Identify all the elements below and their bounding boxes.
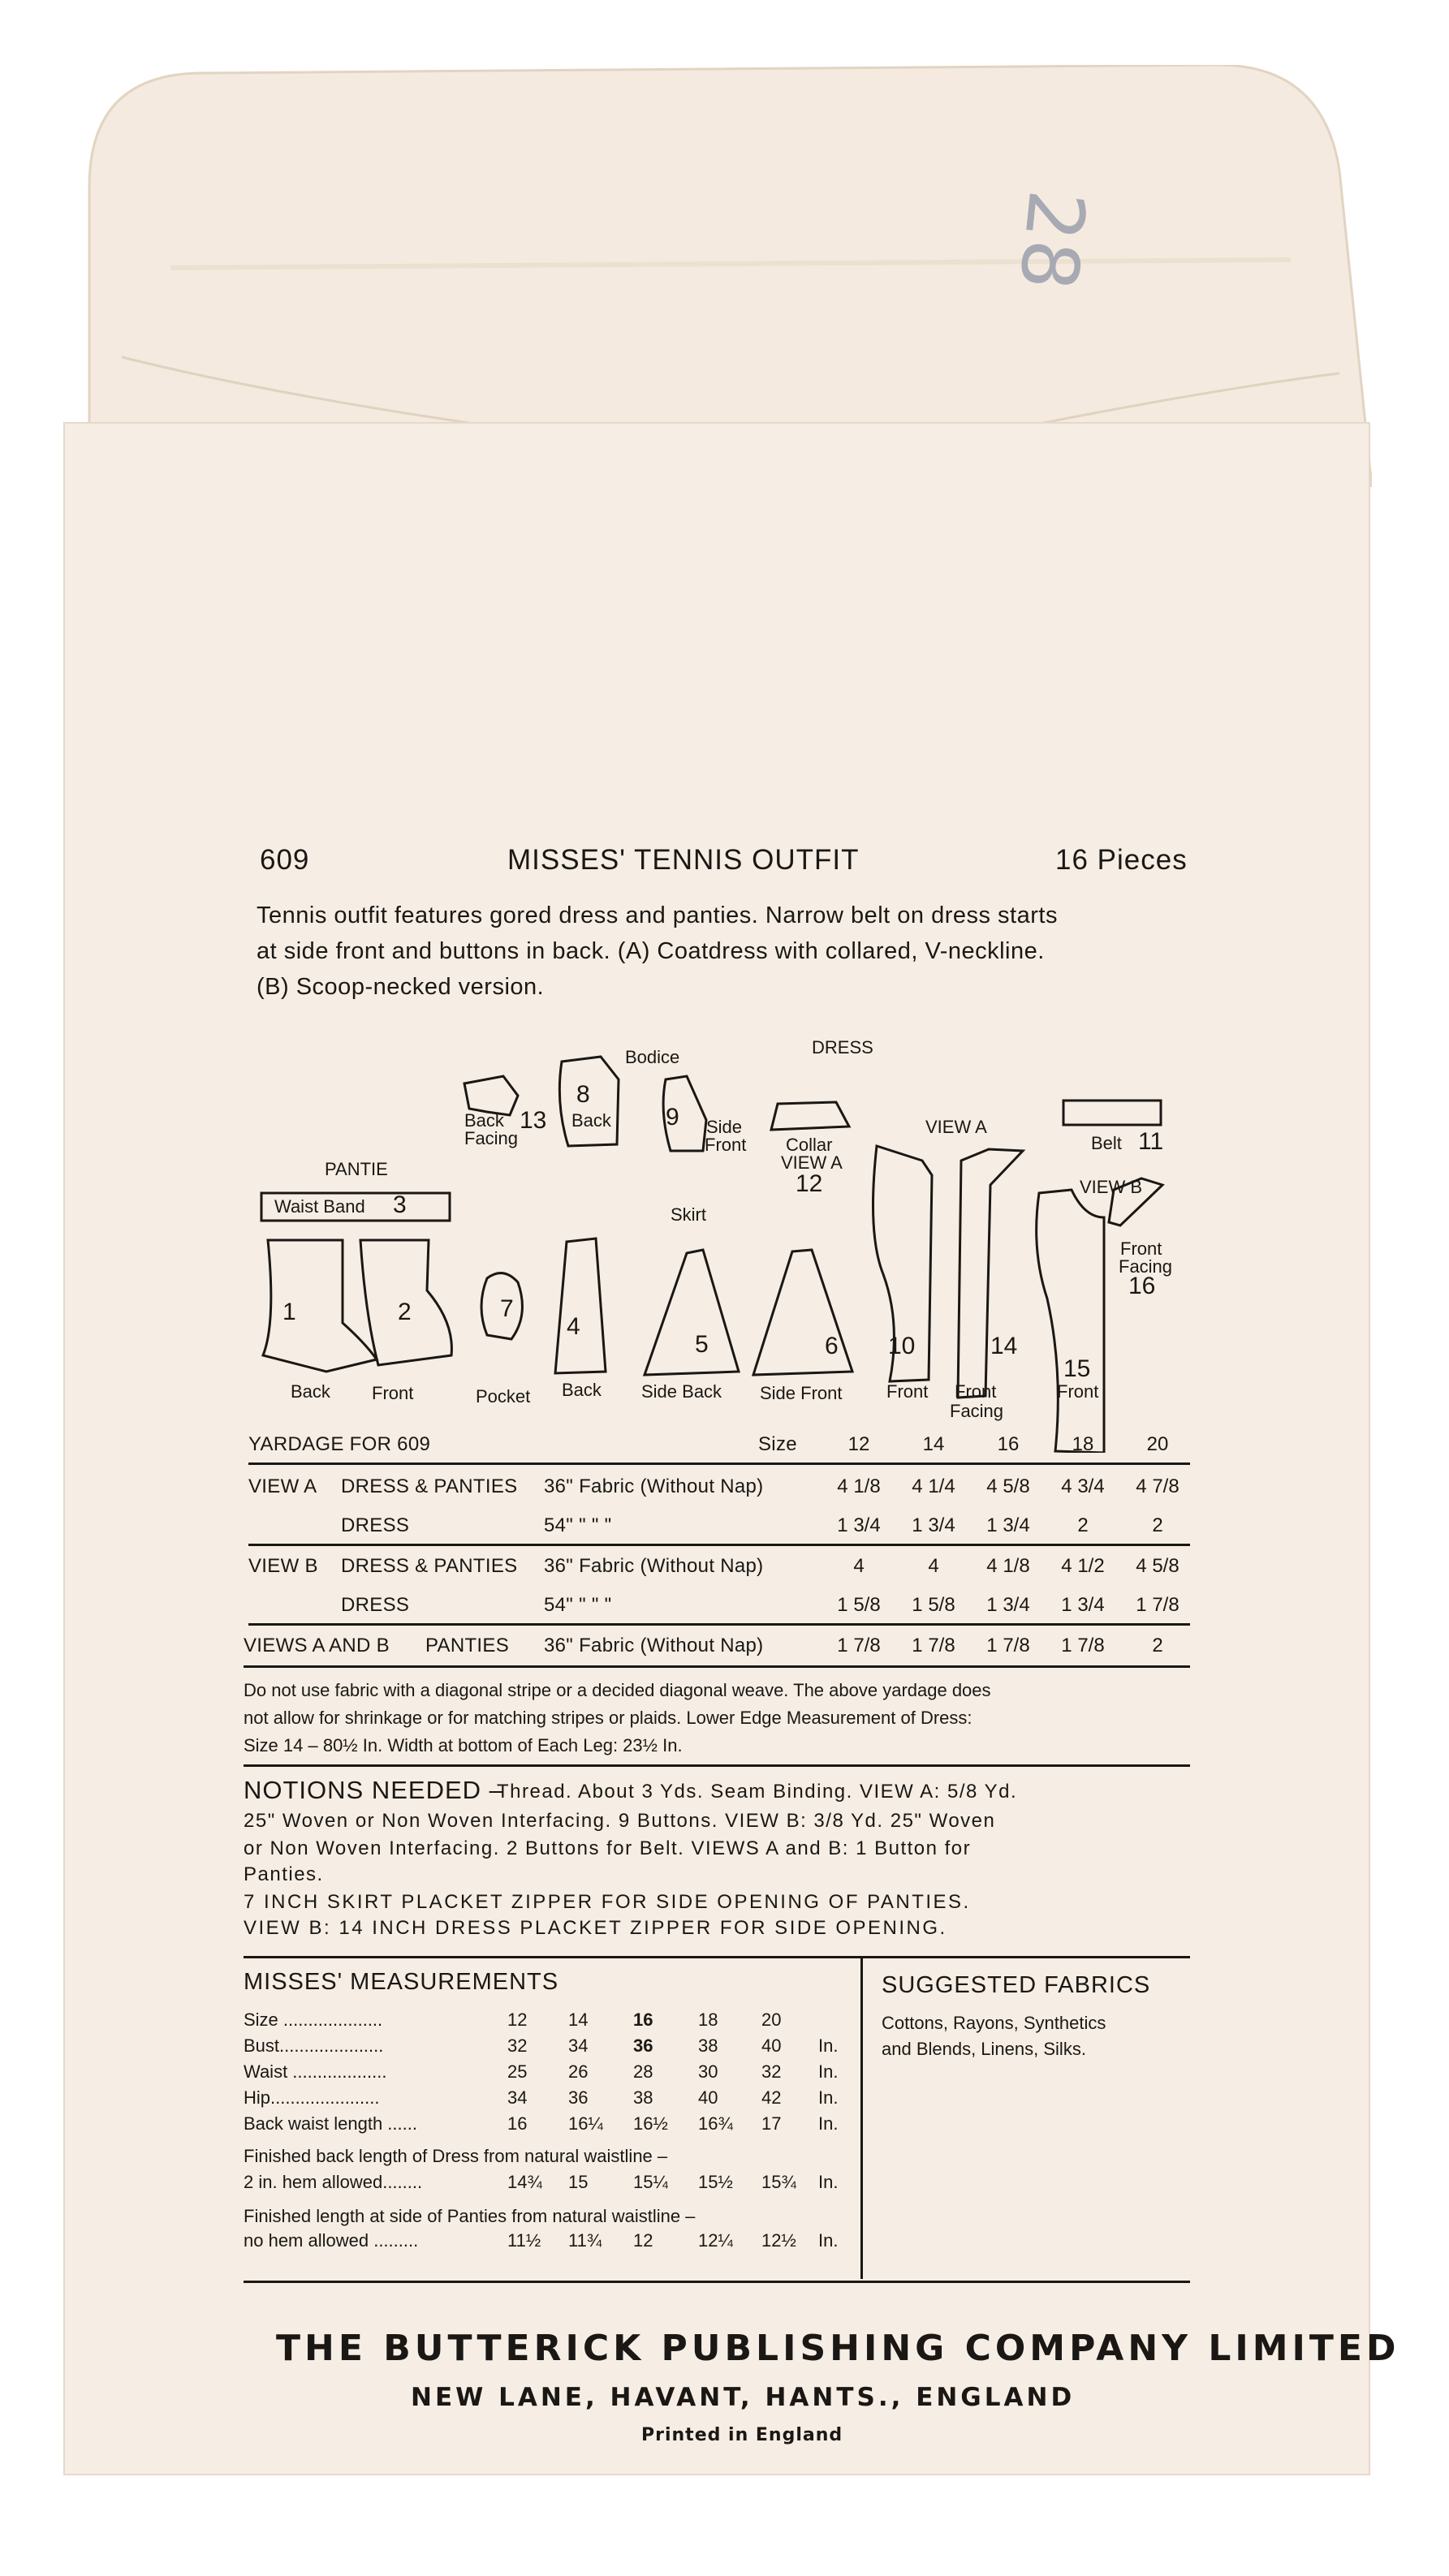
yardage-value: 1 3/4 xyxy=(837,1514,881,1536)
yardage-value: 2 xyxy=(1152,1635,1163,1656)
yardage-fabric: 54" " " " xyxy=(544,1594,612,1616)
description-line: at side front and buttons in back. (A) Coatdress with collared, V-neckline. xyxy=(257,938,1045,964)
piece-back-facing-shape xyxy=(464,1076,518,1115)
measure-value: 14 xyxy=(568,2010,589,2030)
measure-value: 11¾ xyxy=(568,2230,602,2251)
notions-line: Thread. About 3 Yds. Seam Binding. VIEW A: 5/8 Yd. xyxy=(497,1781,1018,1803)
measure-value: 38 xyxy=(698,2035,718,2056)
yardage-value: 4 xyxy=(928,1555,939,1577)
measure-label: Waist ................... xyxy=(244,2061,387,2082)
yardage-view: VIEWS A AND B xyxy=(244,1635,390,1656)
yardage-fabric: 36" Fabric (Without Nap) xyxy=(544,1635,764,1656)
yardage-value: 1 5/8 xyxy=(912,1594,955,1616)
piece-9-label: Front xyxy=(705,1135,747,1155)
piece-5-label: Side Back xyxy=(641,1381,722,1402)
yardage-value: 1 7/8 xyxy=(1061,1635,1105,1656)
measure-label: Hip...................... xyxy=(244,2087,380,2108)
measure-value: 16 xyxy=(633,2010,653,2030)
piece-9-label: Side xyxy=(706,1117,743,1137)
piece-9-number: 9 xyxy=(666,1104,679,1131)
pencil-mark: 28 xyxy=(1002,186,1103,295)
piece-4-label: Back xyxy=(562,1380,602,1400)
pattern-piece-diagram xyxy=(244,1031,1193,1453)
view-b-label: VIEW B xyxy=(1080,1177,1143,1197)
piece-8-number: 8 xyxy=(576,1081,590,1108)
yardage-item: DRESS & PANTIES xyxy=(341,1475,518,1497)
fabric-note: not allow for shrinkage or for matching stripes or plaids. Lower Edge Measurement of Dress: xyxy=(244,1708,972,1728)
piece-15-number: 15 xyxy=(1063,1355,1091,1382)
measure-value: 38 xyxy=(633,2087,653,2108)
yardage-value: 1 3/4 xyxy=(1061,1594,1105,1616)
view-a-label: VIEW A xyxy=(925,1117,987,1137)
piece-belt-shape xyxy=(1063,1101,1161,1125)
measurements-title: MISSES' MEASUREMENTS xyxy=(244,1969,559,1995)
piece-12-label: Collar xyxy=(786,1135,833,1155)
notions-line: VIEW B: 14 INCH DRESS PLACKET ZIPPER FOR SIDE OPENING. xyxy=(244,1917,947,1939)
measure-value: 15 xyxy=(568,2172,589,2192)
yardage-value: 1 7/8 xyxy=(837,1635,881,1656)
piece-16-number: 16 xyxy=(1128,1273,1156,1299)
piece-collar-shape xyxy=(771,1102,849,1130)
yardage-item: DRESS & PANTIES xyxy=(341,1555,518,1577)
measure-value: 17 xyxy=(761,2113,782,2134)
fabric-note: Do not use fabric with a diagonal stripe or a decided diagonal weave. The above yardage does xyxy=(244,1680,991,1700)
yardage-value: 1 3/4 xyxy=(912,1514,955,1536)
publisher-address: NEW LANE, HAVANT, HANTS., ENGLAND xyxy=(411,2383,1076,2412)
measure-value: 30 xyxy=(698,2061,718,2082)
measure-value: 12 xyxy=(507,2010,528,2030)
piece-6-number: 6 xyxy=(825,1333,839,1359)
dress-label: DRESS xyxy=(812,1037,873,1058)
skirt-label: Skirt xyxy=(671,1204,706,1225)
yardage-value: 4 xyxy=(853,1555,865,1577)
yardage-value: 4 1/8 xyxy=(837,1475,881,1497)
yardage-value: 1 7/8 xyxy=(986,1635,1030,1656)
piece-front-view-b-shape xyxy=(1037,1190,1104,1453)
measure-unit: In. xyxy=(818,2230,839,2251)
piece-8-label: Back xyxy=(571,1110,611,1131)
size-label: Size xyxy=(758,1433,797,1455)
measure-value: 14¾ xyxy=(507,2172,542,2192)
measure-label: Back waist length ...... xyxy=(244,2113,417,2134)
yardage-value: 4 5/8 xyxy=(1136,1555,1179,1577)
measure-unit: In. xyxy=(818,2061,839,2082)
piece-2-number: 2 xyxy=(398,1299,412,1325)
yardage-value: 4 7/8 xyxy=(1136,1475,1179,1497)
measure-unit: In. xyxy=(818,2172,839,2192)
printed-in: Printed in England xyxy=(641,2425,843,2445)
piece-side-back-shape xyxy=(645,1250,739,1375)
yardage-item: DRESS xyxy=(341,1514,410,1536)
yardage-item: DRESS xyxy=(341,1594,410,1616)
yardage-value: 2 xyxy=(1152,1514,1163,1536)
size-header: 14 xyxy=(922,1433,945,1455)
measure-value: 26 xyxy=(568,2061,589,2082)
suggested-fabrics-line: Cottons, Rayons, Synthetics xyxy=(882,2013,1106,2033)
notions-section xyxy=(244,1776,1193,1946)
suggested-fabrics-title: SUGGESTED FABRICS xyxy=(882,1972,1151,1998)
measure-value: 20 xyxy=(761,2010,782,2030)
measure-value: 32 xyxy=(507,2035,528,2056)
piece-14-label: Facing xyxy=(950,1401,1004,1421)
yardage-fabric: 54" " " " xyxy=(544,1514,612,1536)
dress-length-note: Finished back length of Dress from natural waistline – xyxy=(244,2146,668,2166)
measure-value: 36 xyxy=(568,2087,589,2108)
measure-value: 16 xyxy=(507,2113,528,2134)
publisher-name: THE BUTTERICK PUBLISHING COMPANY LIMITED xyxy=(276,2328,1400,2369)
piece-skirt-back-shape xyxy=(555,1238,606,1373)
yardage-fabric: 36" Fabric (Without Nap) xyxy=(544,1555,764,1577)
notions-line: 7 INCH SKIRT PLACKET ZIPPER FOR SIDE OPENING OF PANTIES. xyxy=(244,1891,971,1913)
measure-value: 36 xyxy=(633,2035,653,2056)
piece-1-number: 1 xyxy=(282,1299,296,1325)
notions-line: Panties. xyxy=(244,1863,324,1885)
piece-pantie-back-shape xyxy=(263,1240,377,1372)
measure-value: 34 xyxy=(568,2035,589,2056)
notions-line: or Non Woven Interfacing. 2 Buttons for Belt. VIEWS A and B: 1 Button for xyxy=(244,1837,972,1859)
suggested-fabrics-line: and Blends, Linens, Silks. xyxy=(882,2039,1086,2059)
measure-label: 2 in. hem allowed........ xyxy=(244,2172,423,2192)
piece-12-number: 12 xyxy=(796,1170,823,1197)
piece-2-label: Front xyxy=(372,1383,414,1403)
measure-value: 12½ xyxy=(761,2230,796,2251)
piece-16-label: Facing xyxy=(1119,1256,1173,1277)
yardage-view: VIEW A xyxy=(248,1475,317,1497)
pantie-label: PANTIE xyxy=(325,1159,388,1179)
measurements-section xyxy=(244,1969,860,2271)
piece-3-number: 3 xyxy=(393,1191,407,1218)
measure-label: no hem allowed ......... xyxy=(244,2230,419,2251)
notions-line: 25" Woven or Non Woven Interfacing. 9 Buttons. VIEW B: 3/8 Yd. 25" Woven xyxy=(244,1810,996,1832)
piece-4-number: 4 xyxy=(567,1313,580,1340)
piece-14-number: 14 xyxy=(990,1333,1018,1359)
size-header: 16 xyxy=(997,1433,1020,1455)
yardage-value: 4 3/4 xyxy=(1061,1475,1105,1497)
measure-label: Bust..................... xyxy=(244,2035,384,2056)
measure-label: Size .................... xyxy=(244,2010,383,2030)
measure-value: 40 xyxy=(698,2087,718,2108)
measure-value: 28 xyxy=(633,2061,653,2082)
piece-7-label: Pocket xyxy=(476,1386,531,1406)
measure-value: 34 xyxy=(507,2087,528,2108)
yardage-fabric: 36" Fabric (Without Nap) xyxy=(544,1475,764,1497)
measure-value: 32 xyxy=(761,2061,782,2082)
bodice-label: Bodice xyxy=(625,1047,680,1067)
piece-front-facing-a-shape xyxy=(958,1149,1023,1398)
yardage-value: 4 5/8 xyxy=(986,1475,1030,1497)
measure-value: 15¼ xyxy=(633,2172,668,2192)
measure-value: 16¾ xyxy=(698,2113,733,2134)
measure-value: 12¼ xyxy=(698,2230,733,2251)
yardage-value: 2 xyxy=(1077,1514,1089,1536)
measure-unit: In. xyxy=(818,2035,839,2056)
yardage-value: 4 1/8 xyxy=(986,1555,1030,1577)
piece-3-label: Waist Band xyxy=(274,1196,365,1217)
measure-value: 15¾ xyxy=(761,2172,796,2192)
notions-title: NOTIONS NEEDED – xyxy=(244,1776,504,1804)
piece-10-label: Front xyxy=(886,1381,929,1402)
piece-10-number: 10 xyxy=(888,1333,916,1359)
collar-view-a-label: VIEW A xyxy=(781,1152,843,1173)
measure-value: 15½ xyxy=(698,2172,733,2192)
fabric-note: Size 14 – 80½ In. Width at bottom of Each Leg: 23½ In. xyxy=(244,1735,683,1755)
measure-value: 16½ xyxy=(633,2113,668,2134)
measure-value: 11½ xyxy=(507,2230,541,2251)
measure-value: 42 xyxy=(761,2087,782,2108)
piece-11-label: Belt xyxy=(1091,1133,1122,1153)
piece-count: 16 Pieces xyxy=(1055,844,1188,876)
yardage-value: 1 5/8 xyxy=(837,1594,881,1616)
piece-5-number: 5 xyxy=(695,1331,709,1358)
piece-6-label: Side Front xyxy=(760,1383,843,1403)
piece-16-label: Front xyxy=(1120,1238,1162,1259)
yardage-value: 1 3/4 xyxy=(986,1514,1030,1536)
size-header: 18 xyxy=(1072,1433,1094,1455)
yardage-value: 1 7/8 xyxy=(1136,1594,1179,1616)
measure-value: 18 xyxy=(698,2010,718,2030)
panties-length-note: Finished length at side of Panties from natural waistline – xyxy=(244,2206,696,2226)
yardage-value: 1 7/8 xyxy=(912,1635,955,1656)
pattern-title: MISSES' TENNIS OUTFIT xyxy=(507,844,860,876)
size-header: 20 xyxy=(1146,1433,1169,1455)
pattern-number: 609 xyxy=(260,844,310,876)
measure-unit: In. xyxy=(818,2087,839,2108)
yardage-value: 4 1/4 xyxy=(912,1475,955,1497)
piece-11-number: 11 xyxy=(1138,1128,1164,1155)
piece-7-number: 7 xyxy=(500,1295,514,1322)
piece-13-label: Facing xyxy=(464,1128,519,1148)
yardage-view: VIEW B xyxy=(248,1555,318,1577)
piece-13-label: Back xyxy=(464,1110,504,1131)
size-header: 12 xyxy=(847,1433,870,1455)
yardage-value: 1 3/4 xyxy=(986,1594,1030,1616)
piece-14-label: Front xyxy=(955,1381,997,1402)
measure-value: 16¼ xyxy=(568,2113,603,2134)
yardage-item: PANTIES xyxy=(425,1635,510,1656)
description-line: (B) Scoop-necked version. xyxy=(257,974,545,1000)
piece-15-label: Front xyxy=(1057,1381,1099,1402)
measure-value: 40 xyxy=(761,2035,782,2056)
piece-13-number: 13 xyxy=(520,1107,547,1134)
yardage-value: 4 1/2 xyxy=(1061,1555,1105,1577)
yardage-table xyxy=(244,1428,1193,1696)
measure-unit: In. xyxy=(818,2113,839,2134)
measure-value: 25 xyxy=(507,2061,528,2082)
measure-value: 12 xyxy=(633,2230,653,2251)
yardage-title: YARDAGE FOR 609 xyxy=(248,1433,431,1455)
piece-1-label: Back xyxy=(291,1381,330,1402)
description-line: Tennis outfit features gored dress and panties. Narrow belt on dress starts xyxy=(257,902,1058,928)
